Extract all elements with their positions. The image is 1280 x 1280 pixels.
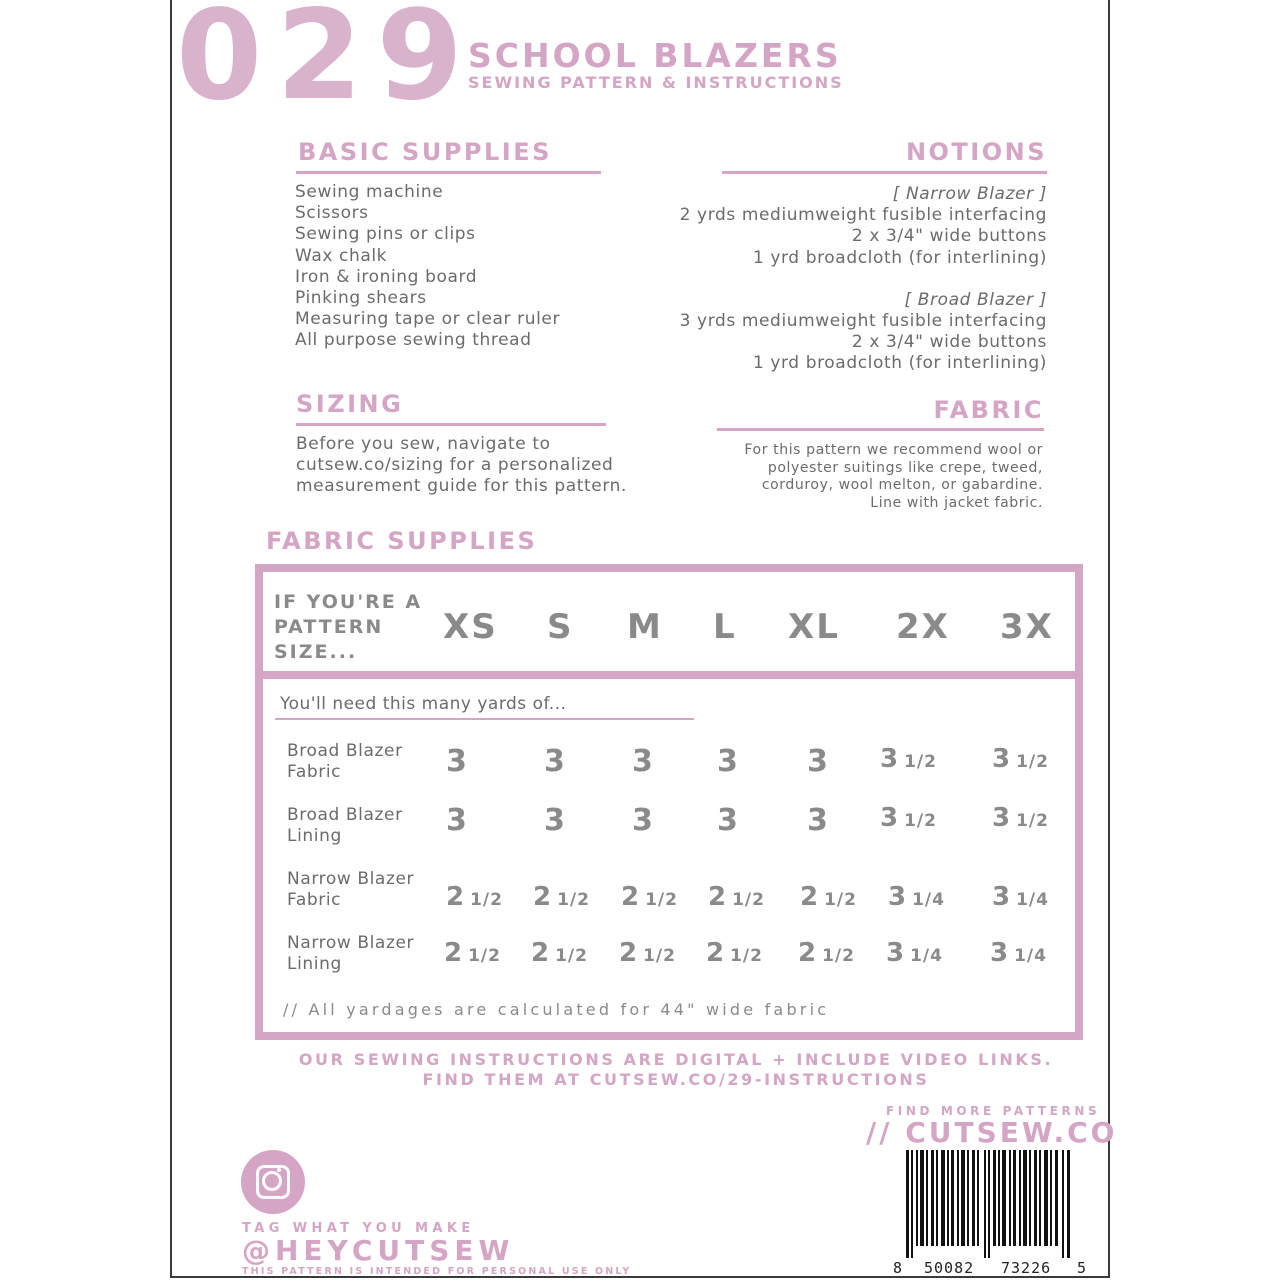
text-line: SIZE...: [274, 641, 358, 663]
yardage-value: 3 1/4: [888, 882, 945, 912]
list-item: 2 yrds mediumweight fusible interfacing: [679, 205, 1047, 226]
sizing-text: [296, 434, 627, 498]
barcode-digit: 5: [1077, 1259, 1087, 1277]
digital-instructions-line1: OUR SEWING INSTRUCTIONS ARE DIGITAL + INCLUDE VIDEO LINKS.: [298, 1050, 1054, 1069]
yardage-value: 2 1/2: [621, 882, 678, 912]
barcode-digit: 73226: [1001, 1259, 1052, 1277]
yardage-value: 3 1/2: [992, 803, 1049, 833]
text-line: Narrow Blazer: [287, 869, 415, 889]
text-line: Broad Blazer: [287, 805, 403, 825]
yardage-value: 2 1/2: [619, 938, 676, 968]
list-item: Sewing pins or clips: [295, 224, 476, 245]
basic-supplies-rule: [296, 171, 601, 174]
list-item: 3 yrds mediumweight fusible interfacing: [679, 311, 1047, 332]
pattern-number: 029: [176, 0, 477, 128]
yardage-value: 2 1/2: [706, 938, 763, 968]
list-item: Scissors: [295, 203, 369, 224]
yardage-value: 2 1/2: [798, 938, 855, 968]
find-more-label: FIND MORE PATTERNS: [886, 1104, 1101, 1118]
yardage-value: 3: [632, 744, 653, 779]
text-line: corduroy, wool melton, or gabardine.: [761, 477, 1043, 493]
text-line: Line with jacket fabric.: [870, 494, 1043, 511]
barcode-digit: 8: [893, 1259, 903, 1277]
notions-heading: NOTIONS: [905, 138, 1047, 166]
text-line: Fabric: [287, 762, 342, 782]
text-line: Lining: [287, 826, 342, 846]
list-item: Sewing machine: [295, 182, 444, 202]
list-item: 1 yrd broadcloth (for interlining): [752, 247, 1047, 268]
fabric-supplies-heading: FABRIC SUPPLIES: [266, 527, 538, 555]
row-label: [287, 933, 414, 975]
sizing-rule: [296, 423, 606, 426]
yardage-value: 3: [446, 803, 467, 838]
yardage-value: 3: [544, 803, 565, 838]
notions-list: [600, 184, 1047, 375]
list-item: 2 x 3/4" wide buttons: [851, 226, 1047, 247]
list-item: Pinking shears: [295, 288, 427, 309]
yardage-intro: You'll need this many yards of...: [280, 694, 567, 714]
instagram-icon[interactable]: [241, 1150, 305, 1214]
pattern-subtitle: SEWING PATTERN & INSTRUCTIONS: [468, 73, 844, 92]
size-xs: XS: [443, 607, 498, 647]
yardage-value: 3 1/2: [992, 744, 1049, 774]
row-label: [287, 741, 403, 783]
fabric-heading: FABRIC: [933, 396, 1044, 424]
yardage-value: 2 1/2: [531, 938, 588, 968]
text-line: Fabric: [287, 890, 342, 910]
basic-supplies-list: [295, 182, 560, 352]
yardage-value: 3 1/4: [992, 882, 1049, 912]
yardage-value: 2 1/2: [444, 938, 501, 968]
text-line: PATTERN: [274, 616, 384, 638]
size-s: S: [547, 607, 574, 647]
text-line: Lining: [287, 954, 342, 974]
yardage-note: // All yardages are calculated for 44" wide fabric: [283, 1000, 830, 1019]
yardage-value: 3 1/4: [990, 938, 1047, 968]
yardage-value: 3: [632, 803, 653, 838]
yardage-value: 3 1/2: [880, 803, 937, 833]
yardage-value: 3 1/2: [880, 744, 937, 774]
yardage-value: 3: [544, 744, 565, 779]
yardage-table-divider: [255, 671, 1083, 679]
pattern-title: SCHOOL BLAZERS: [468, 36, 842, 75]
list-item: Wax chalk: [295, 245, 388, 266]
text-line: Before you sew, navigate to: [296, 434, 551, 454]
list-item: Iron & ironing board: [295, 266, 478, 287]
size-xl: XL: [788, 607, 840, 647]
row-label: [287, 805, 403, 847]
yardage-intro-rule: [275, 718, 694, 720]
list-item: Measuring tape or clear ruler: [295, 309, 561, 330]
text-line: Broad Blazer: [287, 741, 403, 761]
fabric-text: [660, 442, 1043, 512]
yardage-value: 3 1/4: [886, 938, 943, 968]
yardage-value: 3: [446, 744, 467, 779]
site-link[interactable]: // CUTSEW.CO: [866, 1116, 1118, 1149]
yardage-value: 3: [807, 744, 828, 779]
yardage-value: 2 1/2: [708, 882, 765, 912]
text-line: IF YOU'RE A: [274, 591, 423, 613]
barcode: [906, 1150, 1072, 1260]
notions-rule: [722, 171, 1047, 174]
notions-group-label: [ Narrow Blazer ]: [892, 184, 1047, 204]
list-item: 2 x 3/4" wide buttons: [851, 332, 1047, 353]
sizing-heading: SIZING: [296, 390, 404, 418]
size-m: M: [627, 607, 663, 647]
size-3x: 3X: [1000, 607, 1054, 647]
barcode-bars: [906, 1150, 1072, 1260]
size-header-label: [274, 590, 422, 665]
list-item: 1 yrd broadcloth (for interlining): [752, 353, 1047, 374]
text-line: polyester suitings like crepe, tweed,: [767, 459, 1043, 476]
yardage-value: 3: [717, 744, 738, 779]
personal-use-note: THIS PATTERN IS INTENDED FOR PERSONAL USE ONLY: [242, 1266, 632, 1277]
size-l: L: [713, 607, 737, 647]
tag-label: TAG WHAT YOU MAKE: [242, 1221, 475, 1236]
barcode-digit: 50082: [924, 1259, 975, 1277]
yardage-value: 3: [717, 803, 738, 838]
size-2x: 2X: [896, 607, 950, 647]
basic-supplies-heading: BASIC SUPPLIES: [298, 138, 552, 166]
digital-instructions-line2: FIND THEM AT CUTSEW.CO/29-INSTRUCTIONS: [422, 1070, 930, 1089]
list-item: All purpose sewing thread: [295, 330, 532, 351]
text-line: cutsew.co/sizing for a personalized: [296, 455, 614, 476]
row-label: [287, 869, 414, 911]
yardage-value: 2 1/2: [533, 882, 590, 912]
yardage-value: 2 1/2: [446, 882, 503, 912]
text-line: measurement guide for this pattern.: [296, 476, 628, 497]
yardage-value: 3: [807, 803, 828, 838]
text-line: For this pattern we recommend wool or: [744, 442, 1043, 458]
notions-group-label: [ Broad Blazer ]: [904, 289, 1047, 310]
text-line: Narrow Blazer: [287, 933, 415, 953]
yardage-value: 2 1/2: [800, 882, 857, 912]
instagram-handle[interactable]: @HEYCUTSEW: [242, 1234, 515, 1267]
fabric-rule: [717, 428, 1044, 431]
